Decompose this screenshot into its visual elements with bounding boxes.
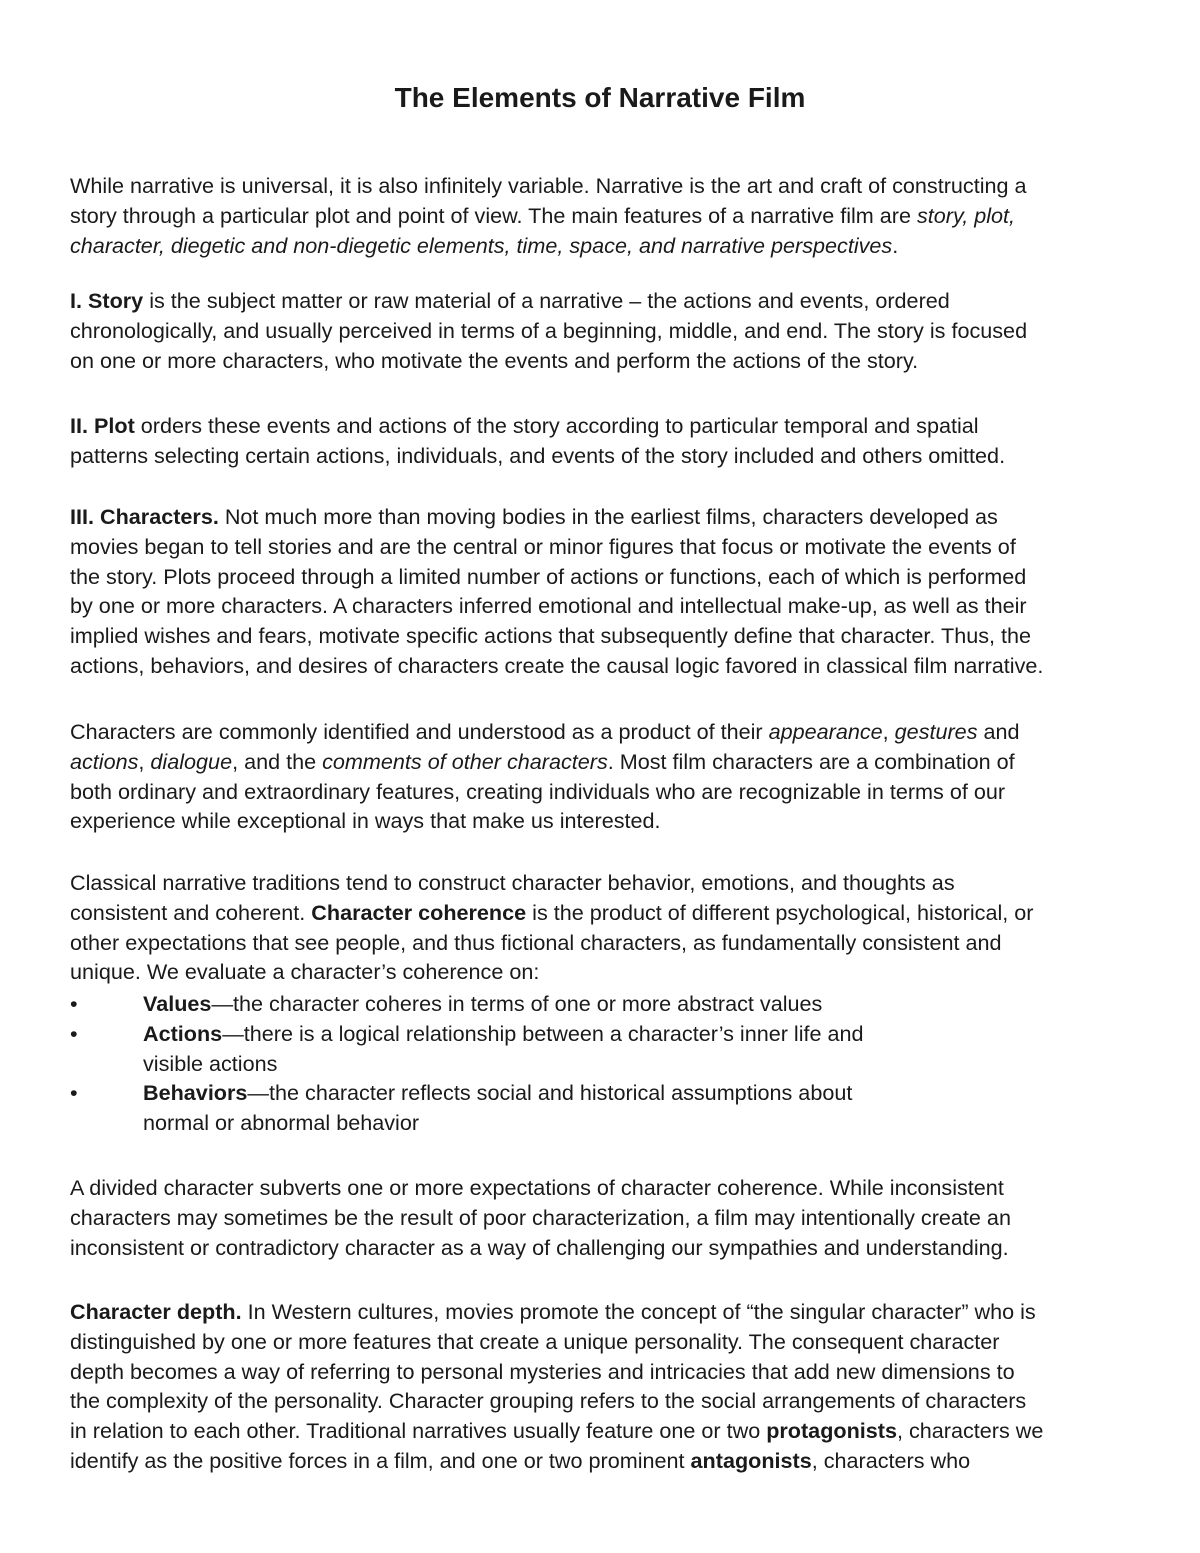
bullet-list (70, 989, 1150, 1138)
paragraph (70, 1173, 1150, 1262)
text-run: in relation to each other. Traditional narratives usually feature one or two (70, 1418, 767, 1444)
text-run: . (892, 232, 899, 258)
bullet-item (70, 1019, 1150, 1079)
paragraph (70, 286, 1150, 375)
text-run: Character coherence (311, 899, 527, 925)
text-line (143, 989, 1150, 1019)
text-run: chronologically, and usually perceived in terms of a beginning, middle, and end. The story is focused (70, 317, 1028, 343)
text-run: Characters are commonly identified and understood as a product of their (70, 719, 769, 744)
text-run: , characters who (811, 1447, 971, 1473)
text-line (70, 928, 1150, 958)
text-line (70, 316, 1150, 346)
page-title: The Elements of Narrative Film (394, 82, 806, 113)
text-line (70, 1446, 1150, 1476)
text-run: gestures (894, 719, 978, 744)
text-run: Not much more than moving bodies in the earliest films, characters developed as (218, 504, 998, 529)
text-line (70, 1327, 1150, 1357)
text-line (70, 621, 1150, 651)
text-run: antagonists (690, 1447, 812, 1473)
text-run: II. Plot (70, 413, 135, 438)
text-run: story through a particular plot and point of view. The main features of a narrative film are (70, 202, 917, 228)
text-run: , (882, 719, 895, 744)
text-run: I. Story (70, 288, 144, 313)
text-run: the story. Plots proceed through a limited number of actions or functions, each of which is performed (70, 563, 1027, 589)
text-line (70, 1233, 1150, 1263)
text-run: on one or more characters, who motivate the events and perform the actions of the story. (70, 347, 919, 373)
text-run: Values (143, 991, 212, 1016)
text-line (70, 411, 1150, 441)
text-run: Actions (143, 1020, 223, 1046)
text-line (70, 231, 1150, 261)
text-run: distinguished by one or more features that create a unique personality. The consequent character (70, 1328, 1000, 1354)
paragraph (70, 868, 1150, 987)
text-run: depth becomes a way of referring to personal mysteries and intricacies that add new dimensions to (70, 1358, 1015, 1384)
bullet-icon: • (70, 991, 78, 1016)
text-run: actions, behaviors, and desires of characters create the causal logic favored in classical film narrative. (70, 652, 1044, 678)
bullet-item (70, 989, 1150, 1019)
text-line (70, 717, 1150, 747)
text-run: the complexity of the personality. Character grouping refers to the social arrangements of characters (70, 1388, 1027, 1414)
text-run: normal or abnormal behavior (143, 1110, 420, 1136)
text-line (70, 441, 1150, 471)
text-line (70, 1416, 1150, 1446)
text-line (70, 1297, 1150, 1327)
text-run: , (138, 748, 151, 774)
text-line (143, 1019, 1150, 1049)
text-line (70, 591, 1150, 621)
paragraph (70, 411, 1150, 471)
text-run: story, plot, (917, 202, 1016, 228)
text-run: orders these events and actions of the story according to particular temporal and spatial (134, 413, 979, 438)
text-line (70, 502, 1150, 532)
text-line (70, 1203, 1150, 1233)
text-run: Classical narrative traditions tend to construct character behavior, emotions, and thoughts as (70, 870, 955, 895)
text-line (70, 532, 1150, 562)
text-run: —the character coheres in terms of one or more abstract values (211, 991, 823, 1016)
text-run: consistent and coherent. (70, 899, 312, 925)
text-run: by one or more characters. A characters inferred emotional and intellectual make-up, as well as their (70, 593, 1027, 619)
text-line (70, 346, 1150, 376)
text-line (70, 777, 1150, 807)
paragraph (70, 171, 1150, 260)
text-run: implied wishes and fears, motivate specific actions that subsequently define that character. Thus, the (70, 623, 1032, 649)
text-run: actions (70, 748, 139, 774)
bullet-icon: • (70, 1080, 78, 1106)
text-run: A divided character subverts one or more expectations of character coherence. While inconsistent (70, 1175, 1004, 1200)
text-run: . Most film characters are a combination of (607, 748, 1015, 774)
text-line (70, 957, 1150, 987)
text-run: and (977, 719, 1020, 744)
text-run: —there is a logical relationship between a character’s inner life and (222, 1020, 864, 1046)
text-run: , and the (232, 748, 323, 774)
text-line (70, 1357, 1150, 1387)
text-run: inconsistent or contradictory character as a way of challenging our sympathies and understanding. (70, 1234, 1009, 1260)
text-line (70, 1173, 1150, 1203)
text-line (143, 1049, 1150, 1079)
text-run: visible actions (143, 1050, 278, 1076)
text-run: other expectations that see people, and thus fictional characters, as fundamentally consistent and (70, 929, 1002, 955)
text-line (70, 868, 1150, 898)
text-run: patterns selecting certain actions, individuals, and events of the story included and others omitted. (70, 442, 1006, 468)
text-line (70, 562, 1150, 592)
text-run: , characters we (896, 1418, 1044, 1444)
text-run: identify as the positive forces in a film, and one or two prominent (70, 1447, 691, 1473)
text-run: unique. We evaluate a character’s coherence on: (70, 959, 540, 985)
text-line (70, 806, 1150, 836)
text-run: movies began to tell stories and are the central or minor figures that focus or motivate the events of (70, 533, 1016, 559)
text-run: appearance (768, 719, 883, 744)
text-run: While narrative is universal, it is also infinitely variable. Narrative is the art and craft of constructing a (70, 173, 1027, 198)
text-run: is the subject matter or raw material of a narrative – the actions and events, ordered (143, 288, 950, 313)
text-run: Behaviors (143, 1080, 248, 1106)
text-run: Character depth. (70, 1299, 242, 1324)
text-line (70, 171, 1150, 201)
text-run: characters may sometimes be the result of poor characterization, a film may intentionally create an (70, 1204, 1011, 1230)
text-run: character, diegetic and non-diegetic elements, time, space, and narrative perspectives (70, 232, 893, 258)
text-run: experience while exceptional in ways that make us interested. (70, 808, 661, 834)
text-line (70, 286, 1150, 316)
text-run: is the product of different psychological, historical, or (526, 899, 1034, 925)
text-run: In Western cultures, movies promote the concept of “the singular character” who is (241, 1299, 1036, 1324)
text-run: dialogue (150, 748, 233, 774)
text-line (143, 1108, 1150, 1138)
text-run: both ordinary and extraordinary features, creating individuals who are recognizable in terms of our (70, 778, 1006, 804)
bullet-icon: • (70, 1020, 78, 1046)
paragraph (70, 717, 1150, 836)
text-line (70, 651, 1150, 681)
text-run: —the character reflects social and historical assumptions about (247, 1080, 853, 1106)
bullet-item (70, 1078, 1150, 1138)
text-line (143, 1078, 1150, 1108)
text-line (70, 898, 1150, 928)
text-run: III. Characters. (70, 504, 219, 529)
text-line (70, 1386, 1150, 1416)
text-run: comments of other characters (322, 748, 608, 774)
text-line (70, 747, 1150, 777)
text-run: protagonists (766, 1418, 897, 1444)
paragraph (70, 1297, 1150, 1476)
text-line (70, 201, 1150, 231)
paragraph (70, 502, 1150, 681)
